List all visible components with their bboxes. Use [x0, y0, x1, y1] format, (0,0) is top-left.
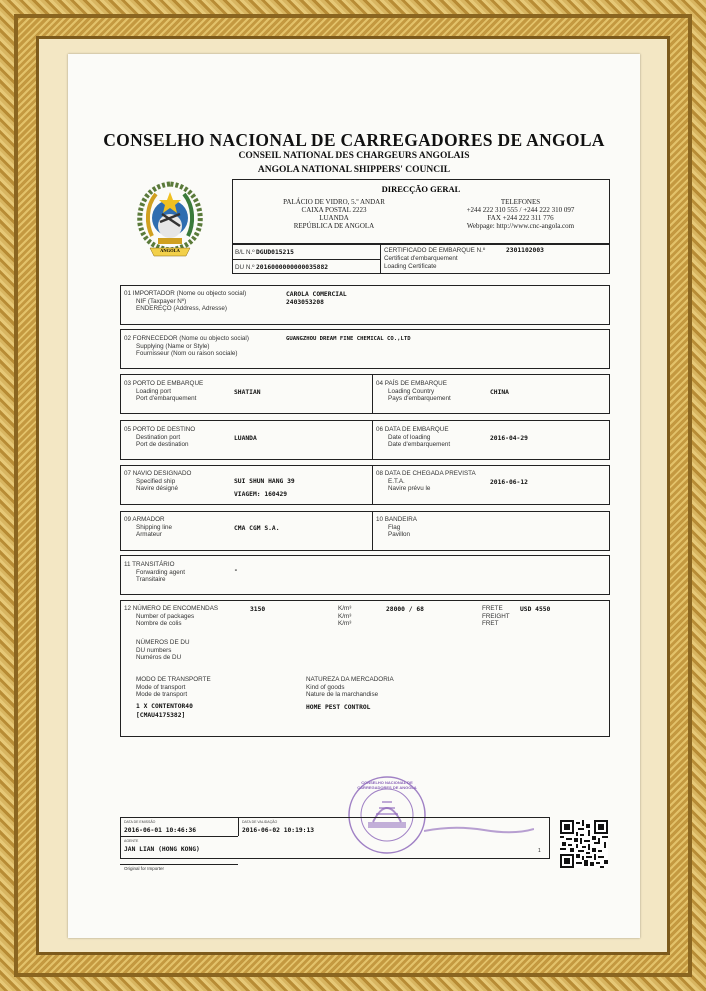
field-label: E.T.A. [388, 477, 405, 485]
field-label: Numéros de DU [136, 654, 182, 661]
field-label: Number of packages [136, 612, 195, 620]
field-label: Shipping line [136, 523, 173, 531]
field-label: Specified ship [136, 477, 176, 485]
weight-labels [338, 605, 351, 628]
field-label: 04 PAÍS DE EMBARQUE [376, 380, 447, 387]
package-count: 3150 [250, 606, 266, 613]
goods-nature-labels [306, 676, 394, 699]
field-label: Armateur [136, 531, 162, 538]
stamp-text: CONSELHO NACIONAL DE CARREGADORES DE ANGOLA [357, 780, 417, 790]
field-label: Loading Country [388, 387, 435, 395]
certificate-label-en: Loading Certificate [384, 263, 437, 270]
field-label: Nature de la marchandise [306, 691, 379, 698]
fax-number: FAX +244 222 311 776 [487, 214, 554, 222]
bl-number: DGUD015215 [256, 249, 294, 256]
field-label: 09 ARMADOR [124, 516, 165, 523]
bl-label: B/L N.º [235, 249, 255, 256]
certificate-label-fr: Certificat d'embarquement [384, 255, 458, 262]
loading-date-labels [376, 426, 450, 449]
du-number: 2016000000000035882 [256, 264, 329, 271]
field-label: FRET [482, 620, 499, 627]
transport-mode-labels [136, 676, 211, 699]
qr-code-icon [560, 820, 608, 868]
field-label: Date of loading [388, 433, 431, 441]
loading-port-labels [124, 380, 203, 403]
du-numbers-labels [136, 639, 190, 662]
ship-labels [124, 470, 191, 493]
document-subtitle-fr: CONSEIL NATIONAL DES CHARGEURS ANGOLAIS [238, 151, 470, 161]
goods-nature: HOME PEST CONTROL [306, 704, 371, 711]
field-label: K/m³ [338, 605, 352, 612]
webpage-link: Webpage: http://www.cnc-angola.com [466, 222, 575, 230]
forwarding-agent: - [234, 567, 238, 574]
field-label: 08 DATA DE CHEGADA PREVISTA [376, 470, 476, 477]
agent-name: JAN LIAN (HONG KONG) [124, 846, 200, 853]
packages-labels [124, 605, 218, 628]
field-forwarding-agent [120, 555, 610, 595]
ship-name: SUI SHUN HANG 39 [234, 478, 295, 485]
importer-name: CAROLA COMERCIAL [286, 291, 347, 298]
field-label: Transitaire [136, 576, 166, 583]
destination-labels [124, 426, 195, 449]
office-address [254, 198, 414, 230]
issue-date-label: DATA DE EMISSÃO [124, 820, 156, 824]
field-label: 03 PORTO DE EMBARQUE [124, 380, 204, 387]
transport-mode: 1 X CONTENTOR40 [136, 703, 193, 710]
forwarding-labels [124, 561, 185, 584]
field-label: Loading port [136, 387, 172, 395]
supplier-labels [124, 335, 249, 358]
field-label: Navire prévu le [388, 485, 431, 492]
page-number: 1 [538, 848, 541, 854]
address-line: CAIXA POSTAL 2223 [301, 206, 367, 214]
field-label: Supplying (Name or Style) [136, 342, 210, 350]
loading-country-labels [376, 380, 451, 403]
certificate-number: 2301102003 [506, 247, 544, 254]
field-label: 01 IMPORTADOR (Nome ou objecto social) [124, 290, 247, 297]
certificate-label: CERTIFICADO DE EMBARQUE N.º [384, 247, 486, 254]
field-label: ENDEREÇO (Address, Adresse) [136, 305, 227, 312]
office-contacts [438, 198, 603, 230]
certificate-document [68, 54, 640, 938]
angola-emblem-icon [130, 176, 210, 261]
field-label: K/m³ [338, 620, 352, 627]
field-label: Date d'embarquement [388, 441, 451, 448]
field-label: Port d'embarquement [136, 395, 197, 402]
field-label: 10 BANDEIRA [376, 516, 417, 523]
field-label: Destination port [136, 433, 181, 441]
field-label: Nombre de colis [136, 620, 182, 627]
divider [232, 259, 380, 260]
divider [380, 244, 381, 274]
loading-date: 2016-04-29 [490, 435, 528, 442]
issue-date: 2016-06-01 10:46:36 [124, 827, 197, 834]
field-label: Pays d'embarquement [388, 395, 451, 402]
container-number: [CMAU4175382] [136, 712, 186, 719]
field-label: 11 TRANSITÁRIO [124, 561, 175, 568]
eta-date: 2016-06-12 [490, 479, 528, 486]
address-line: REPÚBLICA DE ANGOLA [293, 222, 375, 230]
divider [372, 420, 373, 460]
telephones-label: TELEFONES [500, 198, 541, 206]
field-label: 12 NÚMERO DE ENCOMENDAS [124, 605, 219, 612]
field-label: 02 FORNECEDOR (Nome ou objecto social) [124, 335, 249, 342]
field-label: 05 PORTO DE DESTINO [124, 426, 196, 433]
field-label: NATUREZA DA MERCADORIA [306, 676, 394, 683]
eta-labels [376, 470, 476, 493]
field-label: K/m³ [338, 612, 352, 620]
divider [120, 836, 238, 837]
agent-label: AGENTE [124, 839, 139, 843]
field-label: Kind of goods [306, 683, 345, 691]
field-label: Fournisseur (Nom ou raison sociale) [136, 350, 238, 357]
freight-labels [482, 605, 510, 628]
field-label: FRETE [482, 605, 503, 612]
address-line: PALÁCIO DE VIDRO, 5.º ANDAR [283, 198, 385, 206]
field-label: DU numbers [136, 646, 172, 654]
validation-date-label: DATA DE VALIDAÇÃO [242, 820, 278, 824]
field-label: Flag [388, 523, 401, 531]
freight-value: USD 4550 [520, 606, 551, 613]
supplier-name: GUANGZHOU DREAM FINE CHEMICAL CO.,LTD [286, 336, 411, 342]
field-label: FREIGHT [482, 612, 510, 620]
document-subtitle-en: ANGOLA NATIONAL SHIPPERS' COUNCIL [257, 165, 451, 175]
field-label: Port de destination [136, 441, 189, 448]
field-label: Mode de transport [136, 691, 188, 698]
field-label: Pavillon [388, 531, 411, 538]
loading-country: CHINA [490, 389, 509, 396]
divider [372, 511, 373, 551]
field-label: Forwarding agent [136, 568, 186, 576]
office-heading: DIRECÇÃO GERAL [381, 184, 461, 194]
divider [238, 817, 239, 836]
field-label: NÚMEROS DE DU [136, 639, 190, 646]
flag-labels [376, 516, 417, 539]
shipping-line-labels [124, 516, 172, 539]
loading-port: SHATIAN [234, 389, 261, 396]
document-title: CONSELHO NACIONAL DE CARREGADORES DE ANGOLA [103, 130, 605, 150]
shipping-line: CMA CGM S.A. [234, 525, 280, 532]
divider [120, 864, 238, 865]
divider [372, 465, 373, 505]
field-label: 06 DATA DE EMBARQUE [376, 426, 449, 433]
du-label: DU N.º [235, 264, 255, 271]
field-row-shipping-line [120, 511, 610, 551]
field-row-ship [120, 465, 610, 505]
voyage-number: VIAGEM: 160429 [234, 491, 288, 498]
destination-port: LUANDA [234, 435, 257, 442]
importer-nif: 2403053208 [286, 299, 324, 306]
emblem-label: ANGOLA [160, 248, 180, 253]
address-line: LUANDA [319, 214, 349, 222]
importer-labels [124, 290, 246, 313]
field-label: Mode of transport [136, 683, 186, 691]
field-label: MODO DE TRANSPORTE [136, 676, 211, 683]
field-label: Navire désigné [136, 485, 179, 492]
divider [372, 374, 373, 414]
field-label: NIF (Taxpayer Nº) [136, 297, 187, 305]
weight-volume: 28000 / 68 [386, 606, 424, 613]
original-note: Original for Importer [124, 866, 165, 871]
field-label: 07 NAVIO DESIGNADO [124, 470, 192, 477]
telephone-numbers: +244 222 310 555 / +244 222 310 097 [466, 206, 575, 214]
validation-date: 2016-06-02 10:19:13 [242, 827, 315, 834]
